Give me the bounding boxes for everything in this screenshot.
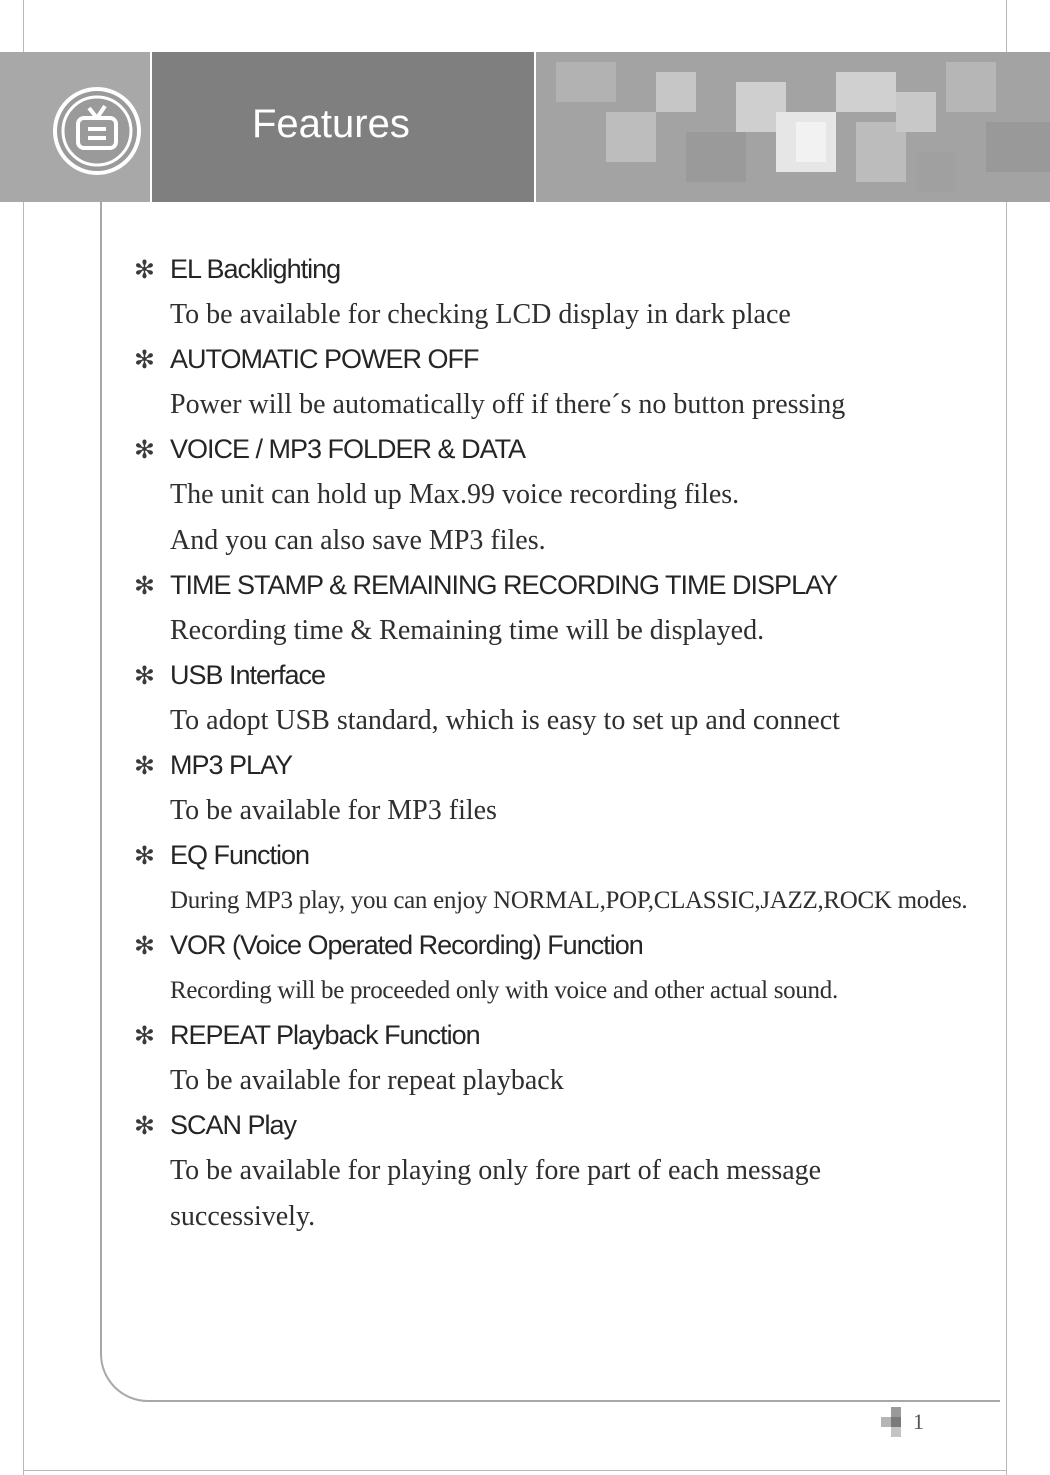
feature-description: To be available for playing only fore part of each message successively. [170, 1155, 822, 1232]
asterisk-bullet-icon: ✻ [134, 661, 155, 690]
feature-title: TIME STAMP & REMAINING RECORDING TIME DISPLAY [170, 570, 838, 600]
asterisk-bullet-icon: ✻ [134, 345, 155, 374]
feature-description: To be available for MP3 files [170, 795, 497, 826]
asterisk-bullet-icon: ✻ [134, 751, 155, 780]
feature-item [134, 654, 964, 744]
feature-description: To be available for repeat playback [170, 1065, 564, 1096]
asterisk-bullet-icon: ✻ [134, 931, 155, 960]
tv-icon [52, 86, 142, 176]
feature-item [134, 564, 964, 654]
asterisk-bullet-icon: ✻ [134, 435, 155, 464]
feature-title: REPEAT Playback Function [170, 1020, 480, 1050]
page-border-bottom [23, 1470, 1007, 1471]
feature-item [134, 1104, 964, 1240]
feature-description: During MP3 play, you can enjoy NORMAL,POP,CLASSIC,JAZZ,ROCK modes. [170, 887, 968, 914]
page-number: 1 [913, 1409, 924, 1434]
feature-title: SCAN Play [170, 1110, 297, 1140]
asterisk-bullet-icon: ✻ [134, 1021, 155, 1050]
feature-title: AUTOMATIC POWER OFF [170, 344, 479, 374]
feature-description: Recording will be proceeded only with voice and other actual sound. [170, 977, 838, 1004]
feature-item [134, 338, 964, 428]
feature-item [134, 834, 968, 924]
feature-description: And you can also save MP3 files. [170, 525, 546, 556]
feature-title: EL Backlighting [170, 254, 341, 284]
banner-divider-left [150, 52, 152, 202]
feature-description: To be available for checking LCD display in dark place [170, 299, 791, 330]
feature-title: USB Interface [170, 660, 326, 690]
feature-item [134, 428, 964, 564]
feature-description: The unit can hold up Max.99 voice recording files. [170, 479, 740, 510]
asterisk-bullet-icon: ✻ [134, 841, 155, 870]
feature-title: MP3 PLAY [170, 750, 293, 780]
header-banner [0, 52, 1050, 202]
banner-pixel-mosaic [536, 52, 1050, 202]
feature-item [134, 744, 964, 834]
feature-item [134, 248, 964, 338]
asterisk-bullet-icon: ✻ [134, 571, 155, 600]
page-border-left [23, 0, 24, 1475]
page-border-right [1006, 0, 1007, 1475]
page-title: Features [252, 102, 410, 146]
asterisk-bullet-icon: ✻ [134, 1111, 155, 1140]
feature-description: Recording time & Remaining time will be displayed. [170, 615, 765, 646]
blocks-icon [879, 1407, 909, 1441]
feature-item [134, 1014, 964, 1104]
feature-description: Power will be automatically off if there´s no button pressing [170, 389, 846, 420]
feature-title: VOR (Voice Operated Recording) Function [170, 930, 643, 960]
feature-title: VOICE / MP3 FOLDER & DATA [170, 434, 526, 464]
feature-item [134, 924, 964, 1014]
feature-title: EQ Function [170, 840, 310, 870]
asterisk-bullet-icon: ✻ [134, 255, 155, 284]
footer-rule [680, 1400, 950, 1402]
banner-divider-right [534, 52, 536, 202]
feature-description: To adopt USB standard, which is easy to set up and connect [170, 705, 840, 736]
feature-list [134, 248, 968, 1240]
